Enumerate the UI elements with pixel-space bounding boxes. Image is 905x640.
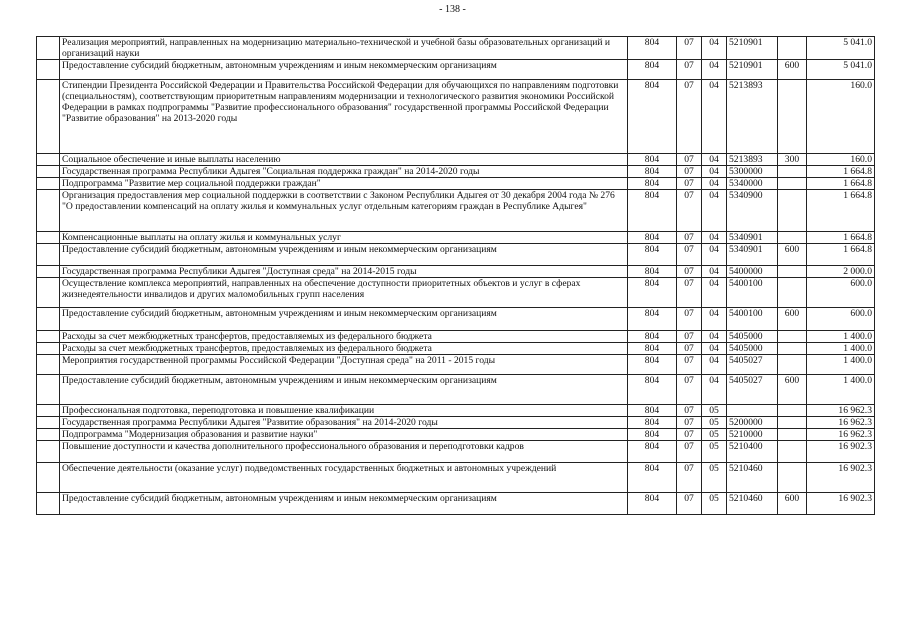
row-amount-cell: 1 400.0 bbox=[807, 375, 875, 405]
row-margin-cell bbox=[37, 80, 60, 154]
table-row bbox=[37, 60, 875, 80]
row-target-article-cell: 5340901 bbox=[727, 244, 778, 266]
row-name-cell: Стипендии Президента Российской Федерации и Правительства Российской Федерации для обучающихся по направлениям подготовки (специальностям), соответствующим приоритетным направлениям модернизации и технологического развития экономики Российской Федерации в рамках подпрограммы "Развитие профессионального образования" государственной программы Российской Федерации "Развитие образования" на 2013-2020 годы bbox=[60, 80, 628, 154]
row-department-cell: 804 bbox=[628, 232, 677, 244]
row-name-cell: Организация предоставления мер социальной поддержки в соответствии с Законом Республики Адыгея от 30 декабря 2004 года № 276 "О предоставлении компенсаций на оплату жилья и коммунальных услуг отдельным категориям граждан в Республике Адыгея" bbox=[60, 190, 628, 232]
row-department-cell: 804 bbox=[628, 355, 677, 375]
row-department-cell: 804 bbox=[628, 80, 677, 154]
row-margin-cell bbox=[37, 308, 60, 331]
row-margin-cell bbox=[37, 37, 60, 60]
row-department-cell: 804 bbox=[628, 429, 677, 441]
row-name-cell: Осуществление комплекса мероприятий, направленных на обеспечение доступности приоритетных объектов и услуг в сферах жизнедеятельности инвалидов и других маломобильных групп населения bbox=[60, 278, 628, 308]
row-section-cell: 07 bbox=[677, 493, 702, 515]
row-margin-cell bbox=[37, 405, 60, 417]
row-subsection-cell: 05 bbox=[702, 417, 727, 429]
row-amount-cell: 5 041.0 bbox=[807, 37, 875, 60]
row-department-cell: 804 bbox=[628, 154, 677, 166]
row-margin-cell bbox=[37, 331, 60, 343]
table-row bbox=[37, 37, 875, 60]
row-amount-cell: 16 962.3 bbox=[807, 429, 875, 441]
row-margin-cell bbox=[37, 154, 60, 166]
row-target-article-cell: 5210460 bbox=[727, 493, 778, 515]
row-section-cell: 07 bbox=[677, 266, 702, 278]
row-name-cell: Компенсационные выплаты на оплату жилья и коммунальных услуг bbox=[60, 232, 628, 244]
row-expense-type-cell bbox=[778, 266, 807, 278]
row-margin-cell bbox=[37, 166, 60, 178]
row-subsection-cell: 04 bbox=[702, 343, 727, 355]
row-name-cell: Подпрограмма "Развитие мер социальной поддержки граждан" bbox=[60, 178, 628, 190]
table-row bbox=[37, 278, 875, 308]
row-name-cell: Социальное обеспечение и иные выплаты населению bbox=[60, 154, 628, 166]
row-amount-cell: 16 962.3 bbox=[807, 405, 875, 417]
row-expense-type-cell bbox=[778, 178, 807, 190]
row-subsection-cell: 04 bbox=[702, 331, 727, 343]
row-department-cell: 804 bbox=[628, 37, 677, 60]
row-subsection-cell: 04 bbox=[702, 266, 727, 278]
table-row bbox=[37, 154, 875, 166]
row-section-cell: 07 bbox=[677, 355, 702, 375]
row-section-cell: 07 bbox=[677, 244, 702, 266]
row-subsection-cell: 04 bbox=[702, 244, 727, 266]
row-amount-cell: 1 400.0 bbox=[807, 355, 875, 375]
row-margin-cell bbox=[37, 417, 60, 429]
row-amount-cell: 1 664.8 bbox=[807, 190, 875, 232]
row-section-cell: 07 bbox=[677, 80, 702, 154]
row-margin-cell bbox=[37, 429, 60, 441]
row-expense-type-cell bbox=[778, 190, 807, 232]
table-row bbox=[37, 417, 875, 429]
row-amount-cell: 1 664.8 bbox=[807, 244, 875, 266]
row-section-cell: 07 bbox=[677, 405, 702, 417]
table-row bbox=[37, 375, 875, 405]
row-margin-cell bbox=[37, 375, 60, 405]
row-name-cell: Государственная программа Республики Адыгея "Развитие образования" на 2014-2020 годы bbox=[60, 417, 628, 429]
row-expense-type-cell bbox=[778, 417, 807, 429]
row-name-cell: Предоставление субсидий бюджетным, автономным учреждениям и иным некоммерческим организациям bbox=[60, 244, 628, 266]
row-amount-cell: 16 902.3 bbox=[807, 493, 875, 515]
row-subsection-cell: 04 bbox=[702, 308, 727, 331]
row-margin-cell bbox=[37, 244, 60, 266]
row-name-cell: Подпрограмма "Модернизация образования и развитие науки" bbox=[60, 429, 628, 441]
row-target-article-cell: 5210000 bbox=[727, 429, 778, 441]
row-amount-cell: 1 400.0 bbox=[807, 343, 875, 355]
row-subsection-cell: 05 bbox=[702, 405, 727, 417]
row-name-cell: Обеспечение деятельности (оказание услуг) подведомственных государственных бюджетных и автономных учреждений bbox=[60, 463, 628, 493]
row-expense-type-cell bbox=[778, 232, 807, 244]
row-amount-cell: 600.0 bbox=[807, 308, 875, 331]
row-target-article-cell: 5400100 bbox=[727, 278, 778, 308]
row-target-article-cell: 5210460 bbox=[727, 463, 778, 493]
row-target-article-cell: 5340000 bbox=[727, 178, 778, 190]
row-department-cell: 804 bbox=[628, 375, 677, 405]
row-expense-type-cell: 600 bbox=[778, 493, 807, 515]
row-margin-cell bbox=[37, 278, 60, 308]
row-expense-type-cell bbox=[778, 355, 807, 375]
row-section-cell: 07 bbox=[677, 178, 702, 190]
row-expense-type-cell: 600 bbox=[778, 244, 807, 266]
row-target-article-cell: 5405000 bbox=[727, 331, 778, 343]
row-expense-type-cell: 600 bbox=[778, 308, 807, 331]
row-expense-type-cell: 300 bbox=[778, 154, 807, 166]
row-section-cell: 07 bbox=[677, 343, 702, 355]
row-name-cell: Мероприятия государственной программы Российской Федерации "Доступная среда" на 2011 - 2015 годы bbox=[60, 355, 628, 375]
row-section-cell: 07 bbox=[677, 463, 702, 493]
row-margin-cell bbox=[37, 190, 60, 232]
table-row bbox=[37, 343, 875, 355]
row-name-cell: Расходы за счет межбюджетных трансфертов, предоставляемых из федерального бюджета bbox=[60, 343, 628, 355]
row-amount-cell: 1 664.8 bbox=[807, 166, 875, 178]
row-target-article-cell: 5210400 bbox=[727, 441, 778, 463]
budget-table-body bbox=[37, 37, 875, 515]
row-target-article-cell: 5405027 bbox=[727, 375, 778, 405]
row-margin-cell bbox=[37, 178, 60, 190]
row-name-cell: Предоставление субсидий бюджетным, автономным учреждениям и иным некоммерческим организациям bbox=[60, 493, 628, 515]
table-row bbox=[37, 493, 875, 515]
row-section-cell: 07 bbox=[677, 331, 702, 343]
row-subsection-cell: 05 bbox=[702, 429, 727, 441]
row-department-cell: 804 bbox=[628, 343, 677, 355]
budget-table bbox=[36, 36, 875, 515]
row-expense-type-cell bbox=[778, 37, 807, 60]
table-row bbox=[37, 463, 875, 493]
row-subsection-cell: 04 bbox=[702, 178, 727, 190]
row-section-cell: 07 bbox=[677, 232, 702, 244]
row-target-article-cell: 5340901 bbox=[727, 232, 778, 244]
row-margin-cell bbox=[37, 60, 60, 80]
row-amount-cell: 160.0 bbox=[807, 154, 875, 166]
row-margin-cell bbox=[37, 343, 60, 355]
row-section-cell: 07 bbox=[677, 166, 702, 178]
row-section-cell: 07 bbox=[677, 278, 702, 308]
row-target-article-cell: 5200000 bbox=[727, 417, 778, 429]
row-name-cell: Государственная программа Республики Адыгея "Социальная поддержка граждан" на 2014-2020 годы bbox=[60, 166, 628, 178]
table-row bbox=[37, 429, 875, 441]
row-department-cell: 804 bbox=[628, 60, 677, 80]
row-subsection-cell: 05 bbox=[702, 463, 727, 493]
table-row bbox=[37, 244, 875, 266]
row-target-article-cell: 5210901 bbox=[727, 60, 778, 80]
row-subsection-cell: 04 bbox=[702, 355, 727, 375]
row-expense-type-cell bbox=[778, 429, 807, 441]
row-target-article-cell: 5400000 bbox=[727, 266, 778, 278]
row-target-article-cell: 5405000 bbox=[727, 343, 778, 355]
row-expense-type-cell bbox=[778, 441, 807, 463]
row-margin-cell bbox=[37, 441, 60, 463]
row-section-cell: 07 bbox=[677, 441, 702, 463]
table-row bbox=[37, 232, 875, 244]
row-expense-type-cell bbox=[778, 331, 807, 343]
row-department-cell: 804 bbox=[628, 244, 677, 266]
row-name-cell: Предоставление субсидий бюджетным, автономным учреждениям и иным некоммерческим организациям bbox=[60, 375, 628, 405]
row-amount-cell: 1 664.8 bbox=[807, 232, 875, 244]
row-amount-cell: 2 000.0 bbox=[807, 266, 875, 278]
row-expense-type-cell bbox=[778, 278, 807, 308]
row-department-cell: 804 bbox=[628, 178, 677, 190]
row-subsection-cell: 04 bbox=[702, 166, 727, 178]
row-target-article-cell: 5405027 bbox=[727, 355, 778, 375]
row-name-cell: Реализация мероприятий, направленных на модернизацию материально-технической и учебной базы образовательных организаций и организаций науки bbox=[60, 37, 628, 60]
row-section-cell: 07 bbox=[677, 429, 702, 441]
row-margin-cell bbox=[37, 493, 60, 515]
row-department-cell: 804 bbox=[628, 463, 677, 493]
row-department-cell: 804 bbox=[628, 331, 677, 343]
row-target-article-cell: 5400100 bbox=[727, 308, 778, 331]
row-department-cell: 804 bbox=[628, 308, 677, 331]
row-department-cell: 804 bbox=[628, 417, 677, 429]
row-subsection-cell: 05 bbox=[702, 493, 727, 515]
row-target-article-cell: 5210901 bbox=[727, 37, 778, 60]
row-target-article-cell bbox=[727, 405, 778, 417]
table-row bbox=[37, 266, 875, 278]
row-section-cell: 07 bbox=[677, 190, 702, 232]
row-expense-type-cell bbox=[778, 463, 807, 493]
row-name-cell: Повышение доступности и качества дополнительного профессионального образования и переподготовки кадров bbox=[60, 441, 628, 463]
row-expense-type-cell bbox=[778, 80, 807, 154]
row-amount-cell: 5 041.0 bbox=[807, 60, 875, 80]
row-name-cell: Предоставление субсидий бюджетным, автономным учреждениям и иным некоммерческим организациям bbox=[60, 308, 628, 331]
row-expense-type-cell bbox=[778, 405, 807, 417]
row-subsection-cell: 04 bbox=[702, 232, 727, 244]
table-row bbox=[37, 405, 875, 417]
table-row bbox=[37, 166, 875, 178]
row-name-cell: Предоставление субсидий бюджетным, автономным учреждениям и иным некоммерческим организациям bbox=[60, 60, 628, 80]
row-name-cell: Государственная программа Республики Адыгея "Доступная среда" на 2014-2015 годы bbox=[60, 266, 628, 278]
row-section-cell: 07 bbox=[677, 417, 702, 429]
row-section-cell: 07 bbox=[677, 60, 702, 80]
table-row bbox=[37, 441, 875, 463]
row-target-article-cell: 5340900 bbox=[727, 190, 778, 232]
row-department-cell: 804 bbox=[628, 266, 677, 278]
row-amount-cell: 600.0 bbox=[807, 278, 875, 308]
row-amount-cell: 16 962.3 bbox=[807, 417, 875, 429]
row-expense-type-cell bbox=[778, 166, 807, 178]
row-department-cell: 804 bbox=[628, 405, 677, 417]
row-subsection-cell: 04 bbox=[702, 278, 727, 308]
row-department-cell: 804 bbox=[628, 278, 677, 308]
row-section-cell: 07 bbox=[677, 375, 702, 405]
row-expense-type-cell bbox=[778, 343, 807, 355]
row-department-cell: 804 bbox=[628, 493, 677, 515]
row-subsection-cell: 04 bbox=[702, 60, 727, 80]
row-section-cell: 07 bbox=[677, 37, 702, 60]
row-department-cell: 804 bbox=[628, 166, 677, 178]
row-subsection-cell: 04 bbox=[702, 37, 727, 60]
row-amount-cell: 160.0 bbox=[807, 80, 875, 154]
row-margin-cell bbox=[37, 463, 60, 493]
table-row bbox=[37, 178, 875, 190]
row-section-cell: 07 bbox=[677, 308, 702, 331]
row-amount-cell: 16 902.3 bbox=[807, 463, 875, 493]
row-margin-cell bbox=[37, 355, 60, 375]
row-subsection-cell: 05 bbox=[702, 441, 727, 463]
row-amount-cell: 1 400.0 bbox=[807, 331, 875, 343]
table-row bbox=[37, 80, 875, 154]
table-row bbox=[37, 355, 875, 375]
table-row bbox=[37, 190, 875, 232]
row-amount-cell: 1 664.8 bbox=[807, 178, 875, 190]
row-subsection-cell: 04 bbox=[702, 190, 727, 232]
row-name-cell: Расходы за счет межбюджетных трансфертов, предоставляемых из федерального бюджета bbox=[60, 331, 628, 343]
row-target-article-cell: 5213893 bbox=[727, 154, 778, 166]
row-subsection-cell: 04 bbox=[702, 80, 727, 154]
row-margin-cell bbox=[37, 266, 60, 278]
row-subsection-cell: 04 bbox=[702, 154, 727, 166]
row-subsection-cell: 04 bbox=[702, 375, 727, 405]
row-section-cell: 07 bbox=[677, 154, 702, 166]
row-expense-type-cell: 600 bbox=[778, 60, 807, 80]
table-row bbox=[37, 331, 875, 343]
page-number: - 138 - bbox=[439, 4, 466, 15]
table-row bbox=[37, 308, 875, 331]
row-department-cell: 804 bbox=[628, 441, 677, 463]
row-amount-cell: 16 902.3 bbox=[807, 441, 875, 463]
row-target-article-cell: 5300000 bbox=[727, 166, 778, 178]
row-department-cell: 804 bbox=[628, 190, 677, 232]
row-name-cell: Профессиональная подготовка, переподготовка и повышение квалификации bbox=[60, 405, 628, 417]
row-margin-cell bbox=[37, 232, 60, 244]
row-target-article-cell: 5213893 bbox=[727, 80, 778, 154]
row-expense-type-cell: 600 bbox=[778, 375, 807, 405]
